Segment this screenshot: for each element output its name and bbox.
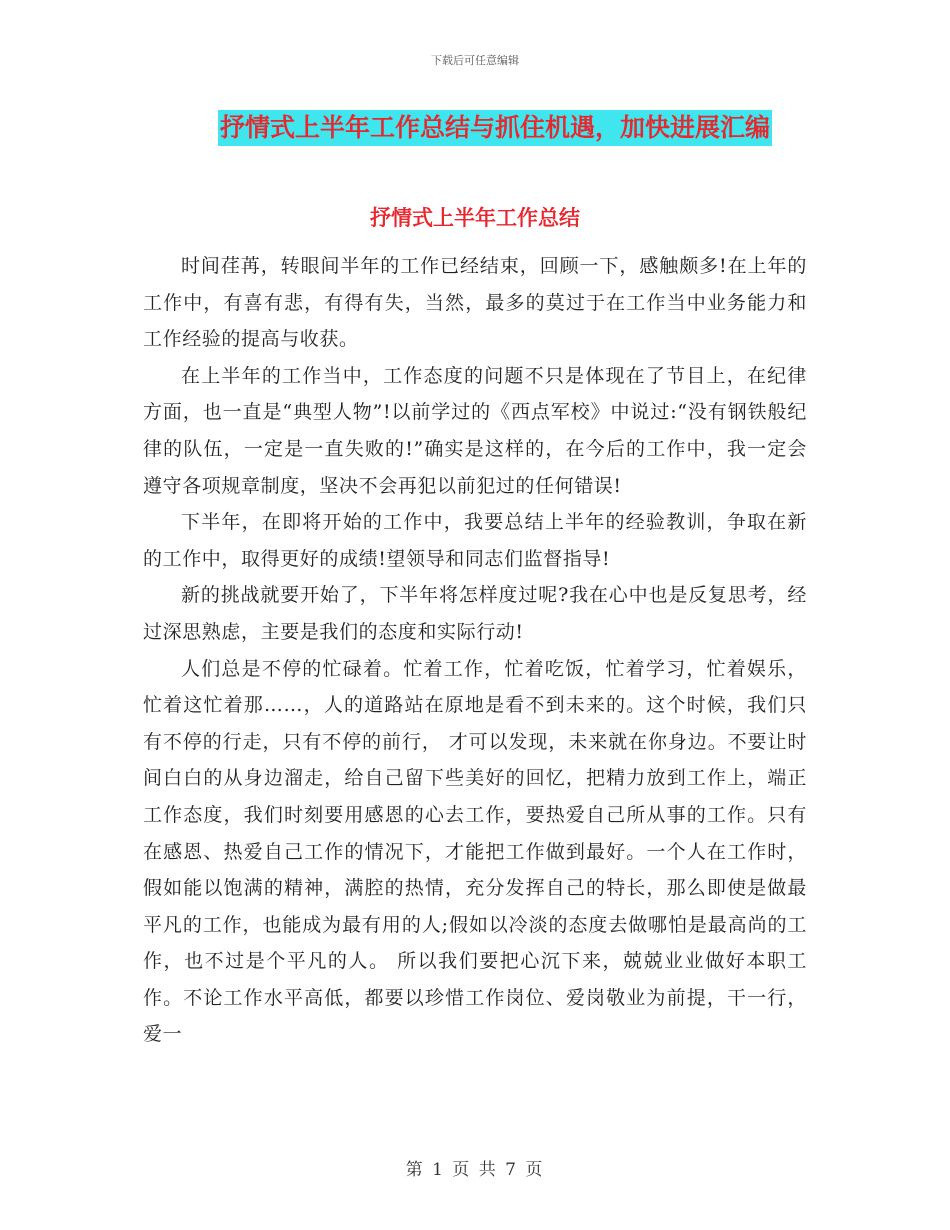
document-body (143, 248, 807, 1053)
paragraph: 人们总是不停的忙碌着。忙着工作，忙着吃饭，忙着学习，忙着娱乐，忙着这忙着那……，人的道路站在原地是看不到未来的。这个时候，我们只有不停的行走，只有不停的前行， 才可以发现，未来就在你身边。不要让时间白白的从身边溜走，给自己留下些美好的回忆，把精力放到工作上，端正工作态度，我们时刻要用感恩的心去工作，要热爱自己所从事的工作。只有在感恩、热爱自己工作的情况下，才能把工作做到最好。一个人在工作时，假如能以饱满的精神，满腔的热情，充分发挥自己的特长，那么即使是做最平凡的工作，也能成为最有用的人;假如以冷淡的态度去做哪怕是最高尚的工作，也不过是个平凡的人。 所以我们要把心沉下来，兢兢业业做好本职工作。不论工作水平高低，都要以珍惜工作岗位、爱岗敬业为前提，干一行，爱一 (143, 657, 807, 1046)
section-title: 抒情式上半年工作总结 (370, 206, 580, 230)
paragraph: 时间荏苒，转眼间半年的工作已经结束，回顾一下，感触颇多!在上年的工作中，有喜有悲，有得有失，当然，最多的莫过于在工作当中业务能力和工作经验的提高与收获。 (143, 255, 807, 351)
header-note: 下载后可任意编辑 (431, 54, 519, 67)
document-title (0, 110, 950, 146)
paragraph: 下半年，在即将开始的工作中，我要总结上半年的经验教训，争取在新的工作中，取得更好的成绩!望领导和同志们监督指导! (143, 511, 807, 570)
paragraph: 在上半年的工作当中，工作态度的问题不只是体现在了节目上，在纪律方面，也一直是“典型人物”!以前学过的《西点军校》中说过:“没有钢铁般纪律的队伍，一定是一直失败的!”确实是这样的，在今后的工作中，我一定会遵守各项规章制度，坚决不会再犯以前犯过的任何错误! (143, 364, 807, 497)
document-title-text: 抒情式上半年工作总结与抓住机遇，加快进展汇编 (218, 110, 772, 146)
paragraph: 新的挑战就要开始了，下半年将怎样度过呢?我在心中也是反复思考，经过深思熟虑，主要是我们的态度和实际行动! (143, 584, 807, 643)
page-number: 第 1 页 共 7 页 (405, 1160, 545, 1180)
